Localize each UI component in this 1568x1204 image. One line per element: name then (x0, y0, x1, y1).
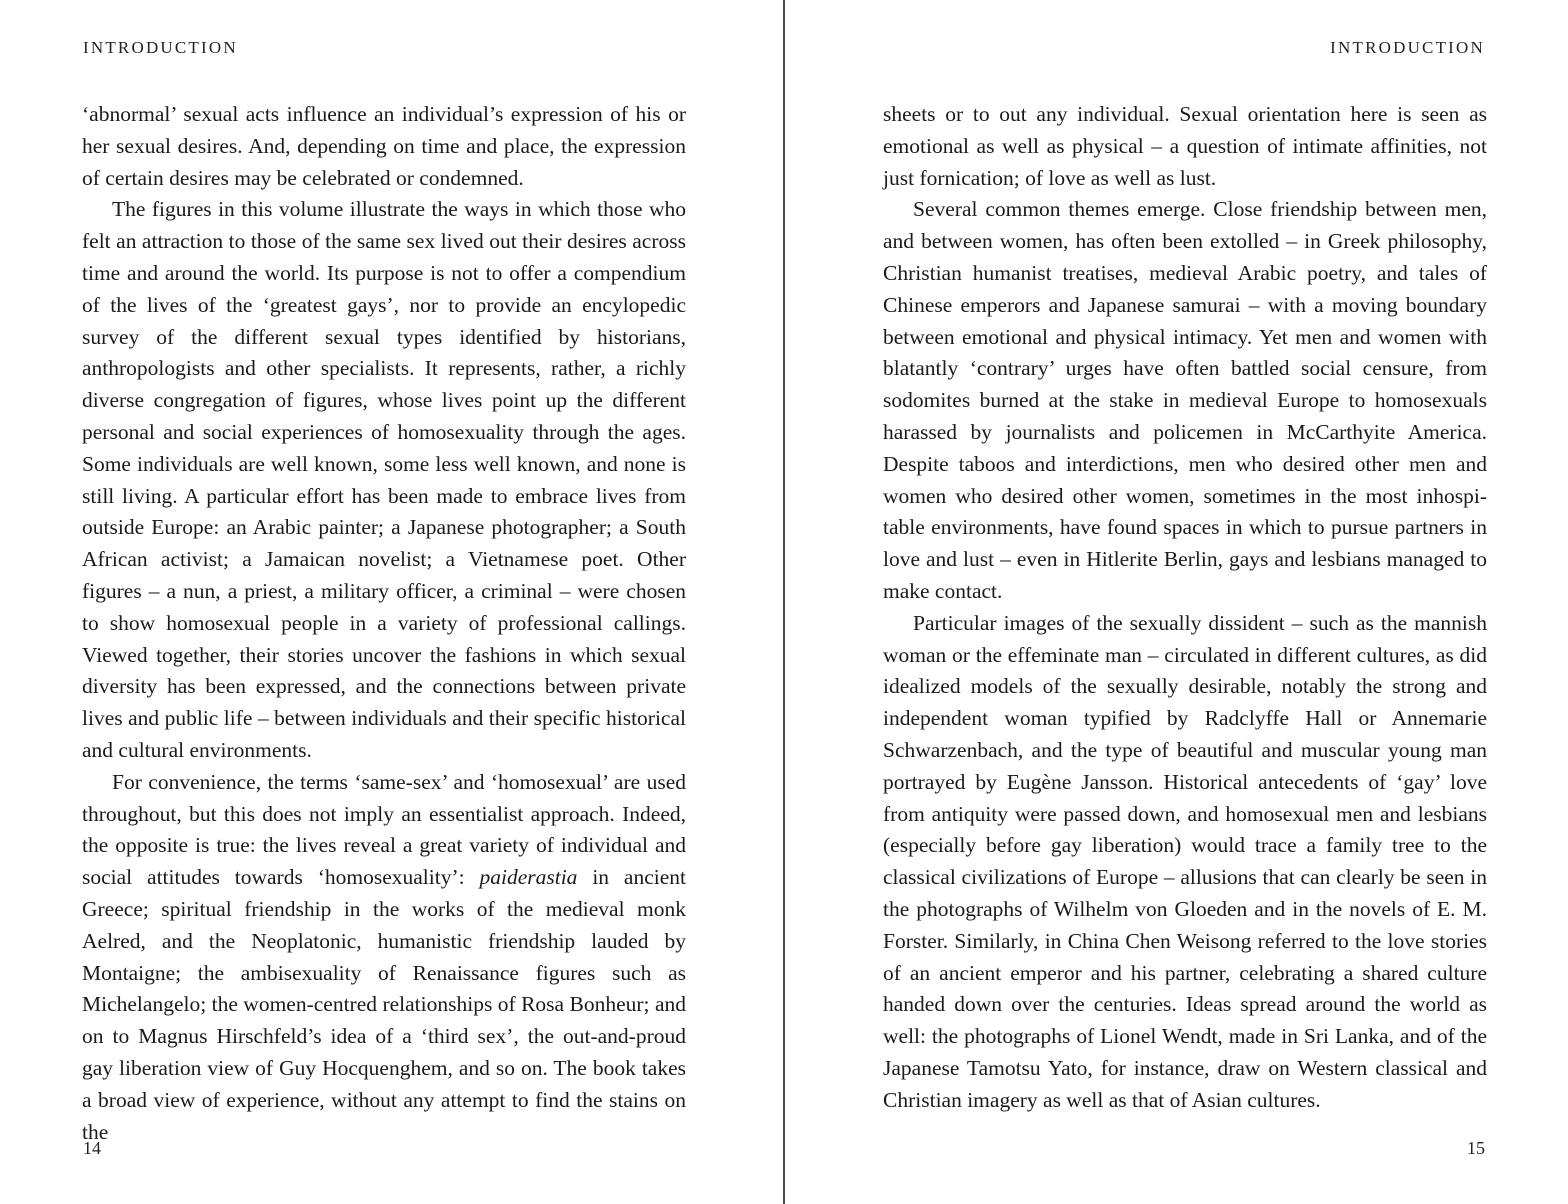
body-text (82, 99, 686, 1148)
body-text (883, 99, 1487, 1117)
paragraph-text: in ancient Greece; spiritual friendship in the works of the medieval monk Aelred, and the Neoplatonic, humanistic friendship lauded by Montaigne; the ambisexuality of Renaissance figures such as Michelangelo; the women-centred relationships of Rosa Bonheur; and on to Magnus Hirschfeld’s idea of a ‘third sex’, the out-and-proud gay liberation view of Guy Hocquenghem, and so on. The book takes a broad view of experience, without any attempt to find the stains on the (82, 865, 686, 1144)
paragraph: ‘abnormal’ sexual acts influence an individual’s expression of his or her sexual desires. And, depending on time and place, the expression of certain desires may be celebrated or condemned. (82, 102, 686, 190)
page-number: 14 (83, 1138, 101, 1158)
running-head: INTRODUCTION (1330, 38, 1485, 57)
running-head: INTRODUCTION (83, 38, 238, 57)
italic-term: paiderastia (479, 865, 578, 890)
paragraph (82, 767, 686, 1149)
left-page (0, 0, 783, 1204)
paragraph-text: For convenience, the terms ‘same-sex’ and ‘homosexual’ are used throughout, but this does not imply an essentialist approach. Indeed, the opposite is true: the lives reveal a great variety of individual and social attitudes towards ‘homosexuality’: (82, 769, 686, 890)
paragraph: The figures in this volume illustrate the ways in which those who felt an attraction to those of the same sex lived out their desires across time and around the world. Its purpose is not to offer a compendium of the lives of the ‘greatest gays’, nor to provide an encylopedic survey of the different sexual types identified by historians, anthropologists and other specialists. It represents, rather, a richly diverse congregation of figures, whose lives point up the different personal and social experiences of homosexuality through the ages. Some individuals are well known, some less well known, and none is still living. A particular effort has been made to embrace lives from outside Europe: an Arabic painter; a Japanese photographer; a South African activist; a Jamaican novelist; a Vietnamese poet. Other figures – a nun, a priest, a military officer, a criminal – were chosen to show homosexual people in a variety of professional callings. Viewed together, their stories uncover the fashions in which sexual diversity has been expressed, and the connections between private lives and public life – between individuals and their specific historical and cultural environments. (82, 197, 686, 762)
paragraph: Several common themes emerge. Close friendship between men, and between women, has often been extolled – in Greek philosophy, Christian humanist treatises, medieval Arabic poetry, and tales of Chinese emperors and Japanese samurai – with a moving boundary between emotional and physical intimacy. Yet men and women with blatantly ‘contrary’ urges have often battled social censure, from sodomites burned at the stake in medieval Europe to homosexuals harassed by journalists and policemen in McCarthyite America. Despite taboos and interdictions, men who desired other men and women who desired other women, sometimes in the most inhospitable environments, have found spaces in which to pursue partners in love and lust – even in Hitlerite Berlin, gays and lesbians managed to make contact. (883, 197, 1487, 603)
page-number: 15 (1467, 1138, 1485, 1158)
right-page (785, 0, 1568, 1204)
paragraph: sheets or to out any individual. Sexual orientation here is seen as emotional as well as physical – a question of intimate affinities, not just fornication; of love as well as lust. (883, 102, 1487, 190)
paragraph: Particular images of the sexually dissident – such as the mannish woman or the effeminate man – circulated in different cultures, as did idealized models of the sexually desirable, notably the strong and independent woman typified by Radclyffe Hall or Annemarie Schwarzenbach, and the type of beautiful and muscular young man portrayed by Eugène Jansson. Historical antecedents of ‘gay’ love from antiquity were passed down, and homosexual men and lesbians (especially before gay liberation) would trace a family tree to the classical civilizations of Europe – allusions that can clearly be seen in the photographs of Wilhelm von Gloeden and in the novels of E. M. Forster. Similarly, in China Chen Weisong referred to the love stories of an ancient emperor and his partner, celebrating a shared culture handed down over the centuries. Ideas spread around the world as well: the photographs of Lionel Wendt, made in Sri Lanka, and of the Japanese Tamotsu Yato, for instance, draw on Western classical and Christian imagery as well as that of Asian cultures. (883, 610, 1487, 1112)
